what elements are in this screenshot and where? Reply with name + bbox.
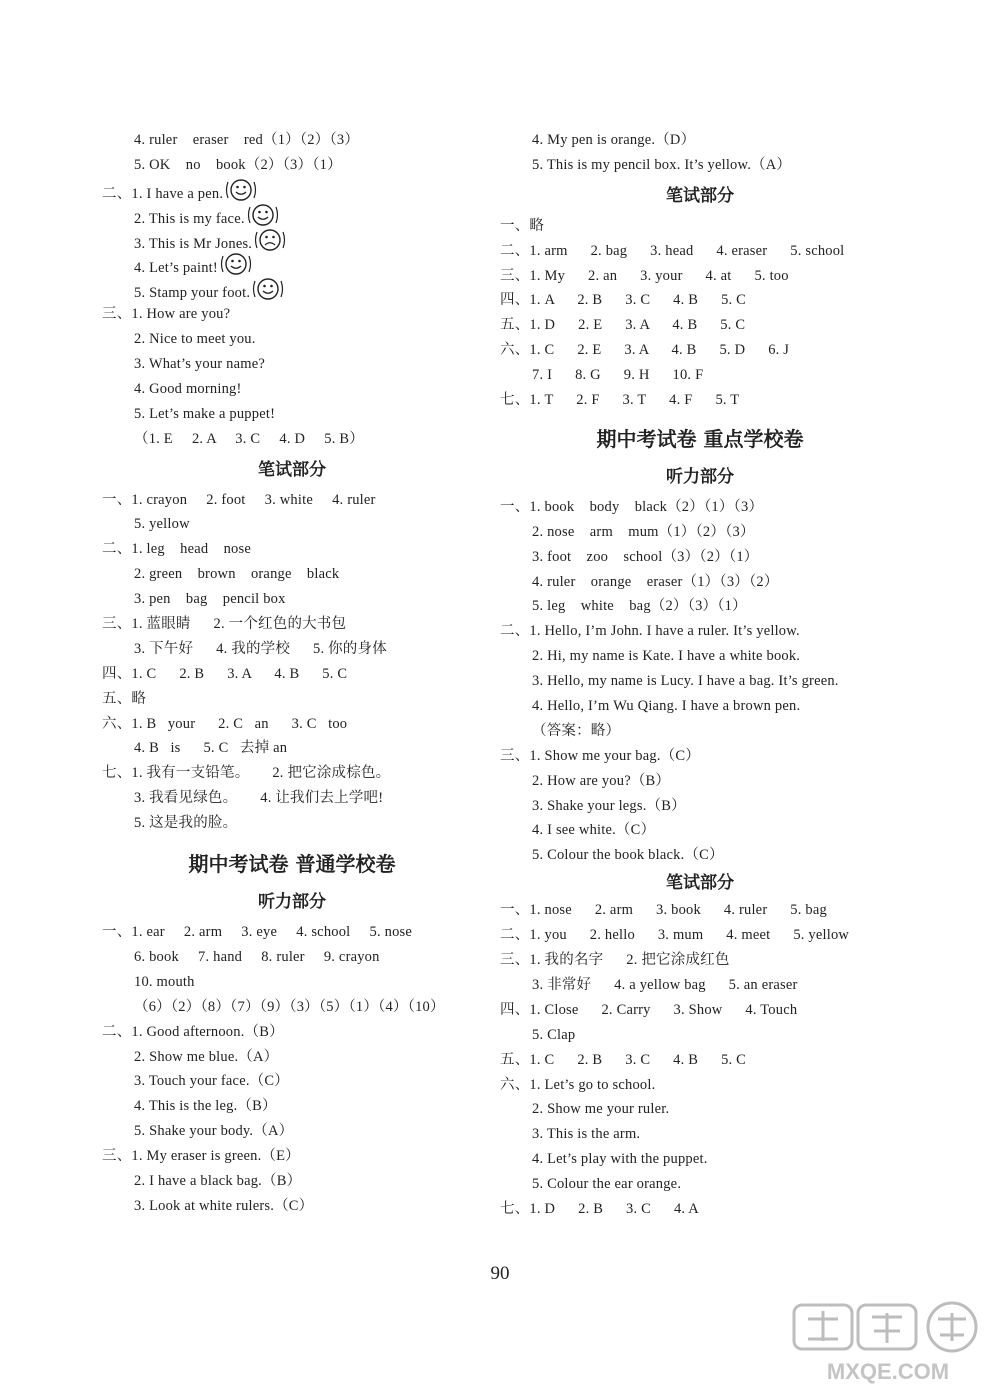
answer-line: 二、1. Hello, I’m John. I have a ruler. It’s yellow. (500, 623, 800, 640)
answer-line: 二、1. leg head nose (102, 541, 251, 558)
answer-line: 一、1. book body black（2）（1）（3） (500, 498, 764, 515)
answer-line: 3. 下午好 4. 我的学校 5. 你的身体 (134, 640, 387, 657)
section-heading: 笔试部分 (666, 873, 734, 894)
left-column (102, 128, 482, 1219)
answer-line: 2. green brown orange black (134, 566, 340, 583)
answer-line: 5. Colour the ear orange. (532, 1176, 682, 1193)
answer-line: 二、1. I have a pen. (102, 178, 482, 203)
answer-line: 10. mouth (134, 973, 195, 990)
answer-line: 四、1. Close 2. Carry 3. Show 4. Touch (500, 1001, 798, 1018)
answer-line: （6）（2）（8）（7）（9）（3）（5）（1）（4）（10） (134, 998, 445, 1015)
answer-line: 三、1. My 2. an 3. your 4. at 5. too (500, 267, 789, 284)
answer-line: 4. Let’s paint! (102, 252, 482, 277)
answer-line: 4. B is 5. C 去掉 an (134, 740, 288, 757)
answer-line: 7. I 8. G 9. H 10. F (532, 367, 704, 384)
answer-line: 七、1. T 2. F 3. T 4. F 5. T (500, 392, 740, 409)
answer-line: 5. This is my pencil box. It’s yellow.（A） (532, 156, 792, 173)
answer-line: 一、1. nose 2. arm 3. book 4. ruler 5. bag (500, 902, 827, 919)
answer-line: 六、1. Let’s go to school. (500, 1076, 656, 1093)
exam-title: 期中考试卷 重点学校卷 (596, 426, 804, 451)
answer-line: 二、1. Good afternoon.（B） (102, 1023, 284, 1040)
answer-line: 一、略 (500, 217, 545, 234)
answer-line: 3. Look at white rulers.（C） (134, 1197, 314, 1214)
answer-line: 4. ruler eraser red（1）（2）（3） (134, 132, 360, 148)
answer-line: 一、1. crayon 2. foot 3. white 4. ruler (102, 491, 376, 508)
answer-line: 2. Show me blue.（A） (134, 1048, 279, 1065)
right-column (500, 128, 900, 1222)
page-number: 90 (490, 1263, 510, 1284)
watermark-logo (788, 1301, 988, 1385)
answer-line: 六、1. C 2. E 3. A 4. B 5. D 6. J (500, 342, 790, 359)
answer-line: 四、1. C 2. B 3. A 4. B 5. C (102, 665, 348, 682)
answer-line: 五、略 (102, 690, 147, 707)
answer-line: 3. 非常好 4. a yellow bag 5. an eraser (532, 976, 798, 993)
answer-line: 5. yellow (134, 516, 190, 533)
answer-line: 一、1. ear 2. arm 3. eye 4. school 5. nose (102, 924, 413, 941)
answer-line: 6. book 7. hand 8. ruler 9. crayon (134, 948, 380, 965)
answer-line: 5. Shake your body.（A） (134, 1123, 294, 1140)
answer-line: 五、1. D 2. E 3. A 4. B 5. C (500, 317, 746, 334)
answer-line: 4. This is the leg.（B） (134, 1098, 277, 1115)
answer-line: 3. foot zoo school（3）（2）（1） (532, 548, 759, 565)
section-heading: 听力部分 (666, 466, 734, 487)
answer-line: 5. Stamp your foot. (102, 277, 482, 302)
answer-line: 4. Let’s play with the puppet. (532, 1151, 708, 1168)
answer-line: 3. Hello, my name is Lucy. I have a bag. It’s green. (532, 673, 839, 690)
answer-line: 5. leg white bag（2）（3）（1） (532, 598, 747, 615)
answer-line: 三、1. Show me your bag.（C） (500, 747, 700, 764)
answer-line: 3. What’s your name? (134, 356, 265, 373)
answer-line: 3. pen bag pencil box (134, 591, 286, 608)
answer-line: 四、1. A 2. B 3. C 4. B 5. C (500, 292, 747, 309)
answer-line: 五、1. C 2. B 3. C 4. B 5. C (500, 1051, 747, 1068)
answer-line: 二、1. arm 2. bag 3. head 4. eraser 5. school (500, 242, 845, 259)
answer-line: 5. 这是我的脸。 (134, 815, 238, 832)
answer-line: 2. Show me your ruler. (532, 1101, 670, 1118)
answer-line: 六、1. B your 2. C an 3. C too (102, 715, 348, 732)
answer-line: 3. 我看见绿色。 4. 让我们去上学吧! (134, 790, 384, 807)
section-heading: 笔试部分 (666, 185, 734, 206)
answer-line: （答案：略） (532, 722, 621, 739)
answer-line: 5. Let’s make a puppet! (134, 405, 276, 422)
answer-line: 三、1. My eraser is green.（E） (102, 1148, 300, 1165)
section-heading: 笔试部分 (258, 459, 326, 480)
answer-line: 七、1. D 2. B 3. C 4. A (500, 1200, 699, 1217)
answer-line: 5. Colour the book black.（C） (532, 847, 724, 864)
watermark-text: MXQE.COM (826, 1359, 950, 1384)
answer-line: 2. How are you?（B） (532, 772, 671, 789)
answer-line: 5. Clap (532, 1026, 576, 1043)
answer-line: 3. This is the arm. (532, 1126, 641, 1143)
exam-title: 期中考试卷 普通学校卷 (188, 852, 396, 877)
section-heading: 听力部分 (258, 892, 326, 913)
answer-line: 二、1. you 2. hello 3. mum 4. meet 5. yellow (500, 927, 850, 944)
answer-line: 3. This is Mr Jones. (102, 228, 482, 253)
answer-line: 3. Touch your face.（C） (134, 1073, 289, 1090)
answer-line: 2. This is my face. (102, 203, 482, 228)
sad-face-icon (254, 228, 286, 261)
answer-line: 4. Good morning! (134, 380, 242, 397)
answer-line: 2. Nice to meet you. (134, 331, 256, 348)
answer-line: 三、1. 我的名字 2. 把它涂成红色 (500, 952, 730, 969)
answer-line: （1. E 2. A 3. C 4. D 5. B） (134, 430, 364, 447)
answer-line: 2. Hi, my name is Kate. I have a white book. (532, 648, 801, 665)
answer-line: 5. OK no book（2）（3）（1） (134, 156, 342, 173)
answer-line: 三、1. 蓝眼睛 2. 一个红色的大书包 (102, 616, 347, 633)
answer-line: 4. ruler orange eraser（1）（3）（2） (532, 573, 779, 590)
answer-line: 三、1. How are you? (102, 306, 231, 323)
answer-line: 七、1. 我有一支铅笔。 2. 把它涂成棕色。 (102, 765, 391, 782)
answer-line: 3. Shake your legs.（B） (532, 797, 686, 814)
answer-line: 4. I see white.（C） (532, 822, 656, 839)
answer-line: 2. nose arm mum（1）（2）（3） (532, 523, 755, 540)
answer-line: 4. My pen is orange.（D） (532, 132, 696, 148)
answer-line: 2. I have a black bag.（B） (134, 1172, 302, 1189)
smiley-face-icon (252, 277, 284, 310)
answer-line: 4. Hello, I’m Wu Qiang. I have a brown pen. (532, 698, 801, 715)
